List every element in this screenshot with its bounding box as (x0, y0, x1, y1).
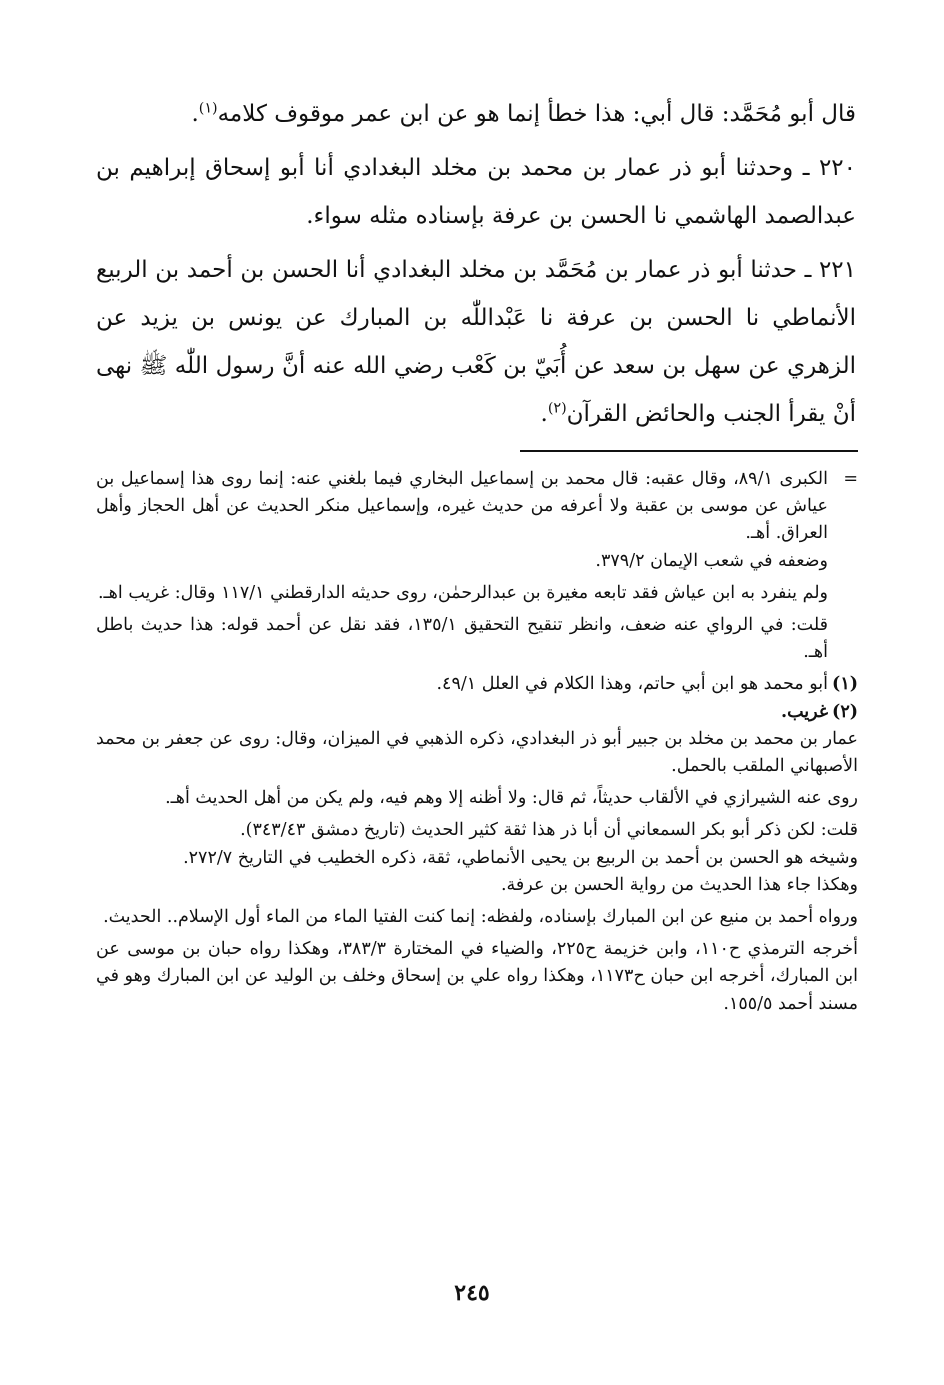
footnote-divider (520, 450, 858, 452)
footnotes (96, 466, 858, 1018)
note-hakadha: وهكذا جاء هذا الحديث من رواية الحسن بن عرفة. (500, 874, 858, 895)
hadith-221-text: ٢٢١ ـ حدثنا أبو ذر عمار بن مُحَمَّد بن مخلد البغدادي أنا الحسن بن أحمد بن الربيع الأنماطي نا الحسن بن عرفة نا عَبْداللّٰه بن المبارك عن يونس بن يزيد عن الزهري عن سهل بن سعد عن أُبَيّ بن كَعْب رضي الله عنه أنَّ رسول اللّٰه ﷺ نهى أنْ يقرأ الجنب والحائض القرآن (96, 257, 856, 427)
note-qultu-2: قلت: لكن ذكر أبو بكر السمعاني أن أبا ذر هذا ثقة كثير الحديث (تاريخ دمشق ٣٤٣/٤٣). (240, 820, 858, 841)
hadith-221 (96, 246, 856, 438)
note-cont-text: الكبرى ٨٩/١، وقال عقبه: قال محمد بن إسماعيل البخاري فيما بلغني عنه: إنما روى هذا إسماعيل بن عياش عن موسى بن عقبة ولا أعرفه من حديث غيره، وإسماعيل منكر الحديث عن أهل الحجاز وأهل العراق. أهـ. (96, 469, 828, 544)
footnote-1-marker: (١) (832, 674, 858, 695)
intro-line (96, 90, 856, 138)
main-text (96, 90, 856, 438)
footnote-2-marker: (٢) (832, 701, 858, 722)
intro-end: . (191, 101, 199, 127)
footnote-continuation (96, 466, 858, 666)
note-tirmidhi: أخرجه الترمذي ح١١٠، وابن خزيمة ح٢٢٥، والضياء في المختارة ٣٨٣/٣، وهكذا رواه حبان بن موسى عن ابن المبارك، أخرجه ابن حبان ح١١٧٣، وهكذا رواه علي بن إسحاق وخلف بن الوليد عن ابن المبارك وهو في مسند أحمد ١٥٥/٥. (96, 939, 859, 1014)
note-shaykh: وشيخه هو الحسن بن أحمد بن الربيع بن يحيى الأنماطي، ثقة، ذكره الخطيب في التاريخ ٢٧٢/٧. (183, 847, 858, 868)
note-weak: وضعفه في شعب الإيمان ٣٧٩/٢. (595, 550, 828, 571)
continuation-marker: = (843, 469, 858, 489)
footnote-1 (96, 671, 858, 698)
footnote-ref-2[interactable]: (٢) (547, 400, 567, 417)
intro-text: قال أبو مُحَمَّد: قال أبي: هذا خطأ إنما هو عن ابن عمر موقوف كلامه (217, 101, 856, 127)
hadith-221-end: . (540, 401, 548, 427)
page-number: ٢٤٥ (454, 1280, 490, 1306)
note-qultu-1: قلت: في الرواي عنه ضعف، وانظر تنقيح التحقيق ١٣٥/١، فقد نقل عن أحمد قوله: هذا حديث باطل أهـ. (96, 615, 829, 663)
footnote-2-body (96, 726, 858, 1018)
hadith-220: ٢٢٠ ـ وحدثنا أبو ذر عمار بن محمد بن مخلد البغدادي أنا أبو إسحاق إبراهيم بن عبدالصمد الهاشمي نا الحسن بن عرفة بإسناده مثله سواء. (96, 155, 856, 229)
footnote-2 (96, 699, 858, 726)
footnote-2-verdict: غريب. (781, 701, 828, 722)
note-ammar: عمار بن محمد بن مخلد بن جبير أبو ذر البغدادي، ذكره الذهبي في الميزان، وقال: روى عن جعفر بن محمد الأصبهاني الملقب بالحمل. (96, 728, 858, 777)
footnote-1-text: أبو محمد هو ابن أبي حاتم، وهذا الكلام في العلل ٤٩/١. (436, 674, 828, 695)
note-shirazi: روى عنه الشيرازي في الألقاب حديثاً، ثم قال: ولا أظنه إلا وهم فيه، ولم يكن من أهل الحديث أهـ. (165, 788, 858, 809)
note-manee: ورواه أحمد بن منيع عن ابن المبارك بإسناده، ولفظه: إنما كنت الفتيا الماء من الماء أول الإسلام.. الحديث. (103, 907, 858, 928)
footnote-ref-1[interactable]: (١) (198, 100, 218, 117)
note-follow: ولم ينفرد به ابن عياش فقد تابعه مغيرة بن عبدالرحمٰن، روى حديثه الدارقطني ١١٧/١ وقال: غريب اهـ. (97, 582, 828, 603)
